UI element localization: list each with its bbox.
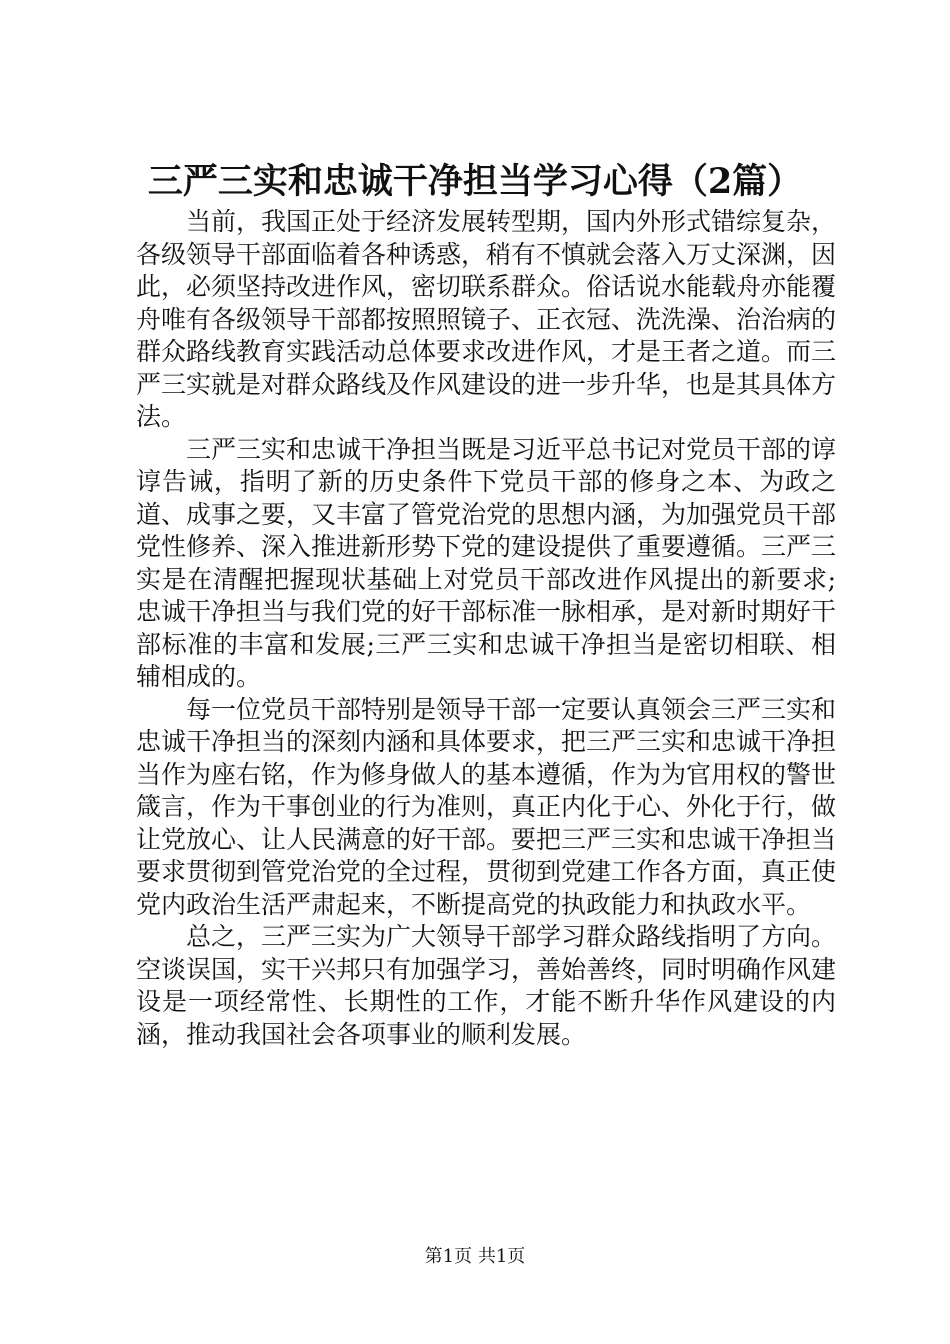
paragraph-3: 每一位党员干部特别是领导干部一定要认真领会三严三实和忠诚干净担当的深刻内涵和具体要求，把三严三实和忠诚干净担当作为座右铭，作为修身做人的基本遵循，作为为官用权的警世箴言，作为干事创业的行为准则，真正内化于心、外化于行，做让党放心、让人民满意的好干部。要把三严三实和忠诚干净担当要求贯彻到管党治党的全过程，贯彻到党建工作各方面，真正使党内政治生活严肃起来，不断提高党的执政能力和执政水平。 (136, 694, 837, 919)
paragraph-2: 三严三实和忠诚干净担当既是习近平总书记对党员干部的谆谆告诫，指明了新的历史条件下党员干部的修身之本、为政之道、成事之要，又丰富了管党治党的思想内涵，为加强党员干部党性修养、深入推进新形势下党的建设提供了重要遵循。三严三实是在清醒把握现状基础上对党员干部改进作风提出的新要求;忠诚干净担当与我们党的好干部标准一脉相承，是对新时期好干部标准的丰富和发展;三严三实和忠诚干净担当是密切相联、相辅相成的。 (136, 434, 837, 691)
document-body (136, 206, 836, 1051)
page-number-footer: 第1页 共1页 (424, 1246, 526, 1267)
paragraph-4: 总之，三严三实为广大领导干部学习群众路线指明了方向。空谈误国，实干兴邦只有加强学习，善始善终，同时明确作风建设是一项经常性、长期性的工作，才能不断升华作风建设的内涵，推动我国社会各项事业的顺利发展。 (136, 922, 837, 1049)
document-title: 三严三实和忠诚干净担当学习心得（2篇） (147, 161, 803, 202)
paragraph-1: 当前，我国正处于经济发展转型期，国内外形式错综复杂，各级领导干部面临着各种诱惑，稍有不慎就会落入万丈深渊，因此，必须坚持改进作风，密切联系群众。俗话说水能载舟亦能覆舟唯有各级领导干部都按照照镜子、正衣冠、洗洗澡、治治病的群众路线教育实践活动总体要求改进作风，才是王者之道。而三严三实就是对群众路线及作风建设的进一步升华，也是其具体方法。 (136, 207, 837, 431)
